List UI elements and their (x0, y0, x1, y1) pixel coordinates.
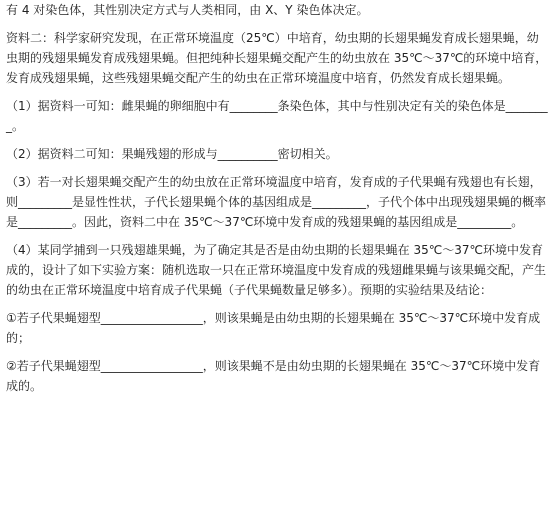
question-4: （4）某同学捕到一只残翅雄果蝇，为了确定其是否是由幼虫期的长翅果蝇在 35℃～37℃环境中发育成的，设计了如下实验方案：随机选取一只在正常环境温度中发育成的残翅雌果蝇与该果蝇交配，产生的幼虫在正常环境温度中培育成子代果蝇（子代果蝇数量足够多）。预期的实验结果及结论： (6, 243, 547, 297)
question-2: （2）据资料二可知：果蝇残翅的形成与__________密切相关。 (6, 147, 338, 161)
question-1: （1）据资料一可知：雌果蝇的卵细胞中有________条染色体，其中与性别决定有关的染色体是________。 (6, 99, 548, 133)
expected-result-1: ①若子代果蝇翅型_________________，则该果蝇是由幼虫期的长翅果蝇在 35℃～37℃环境中发育成的； (6, 311, 541, 345)
intro-tail: 有 4 对染色体，其性别决定方式与人类相同，由 X、Y 染色体决定。 (6, 3, 369, 17)
question-3: （3）若一对长翅果蝇交配产生的幼虫放在正常环境温度中培育，发育成的子代果蝇有残翅也有长翅，则_________是显性性状，子代长翅果蝇个体的基因组成是_________，子代个体中出现残翅果蝇的概率是_________。因此，资料二中在 35℃～37℃环境中发育成的残翅果蝇的基因组成是_________。 (6, 175, 547, 229)
question-document (6, 0, 550, 396)
material-two: 资料二：科学家研究发现，在正常环境温度（25℃）中培育，幼虫期的长翅果蝇发育成长翅果蝇，幼虫期的残翅果蝇发育成残翅果蝇。但把纯种长翅果蝇交配产生的幼虫放在 35℃～37℃的环境中培育，发育成残翅果蝇，这些残翅果蝇交配产生的幼虫在正常环境温度中培育，仍然发育成长翅果蝇。 (6, 31, 548, 85)
expected-result-2: ②若子代果蝇翅型_________________，则该果蝇不是由幼虫期的长翅果蝇在 35℃～37℃环境中发育成的。 (6, 359, 541, 393)
